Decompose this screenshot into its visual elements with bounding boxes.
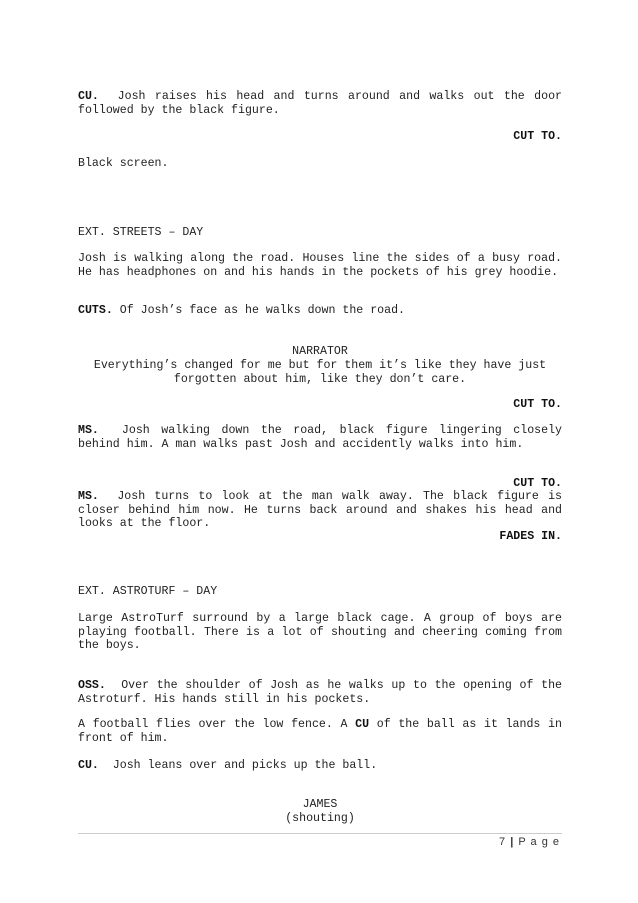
dialogue-line: Everything’s changed for me but for them it’s like they have just [93,359,547,372]
dialogue-line: forgotten about him, like they don’t care. [173,373,467,386]
action-paragraph: CUTS. Of Josh’s face as he walks down the road. [78,304,406,317]
shot-slug: CU. [78,759,99,772]
action-paragraph: CU. Josh raises his head and turns around and walks out the door followed by the black figure. [78,90,569,117]
shot-slug: OSS. [78,679,106,692]
shot-slug: MS. [78,490,99,503]
footer-separator: | [510,836,515,848]
action-paragraph: MS. Josh walking down the road, black figure lingering closely behind him. A man walks past Josh and accidently walks into him. [78,424,569,451]
footer-divider [78,833,562,834]
action-paragraph: Large AstroTurf surround by a large black cage. A group of boys are playing football. There is a lot of shouting and cheering coming from the boys. [78,612,569,652]
shot-slug: CU. [78,90,99,103]
transition: CUT TO. [513,130,562,143]
page-number: 7 [499,836,507,848]
scene-heading: EXT. ASTROTURF – DAY [78,585,218,598]
shot-slug: CU [355,718,370,731]
action-paragraph: A football flies over the low fence. A CU of the ball as it lands in front of him. [78,718,569,745]
action-paragraph: CU. Josh leans over and picks up the ball. [78,759,378,772]
scene-heading: EXT. STREETS – DAY [78,226,204,239]
page-label: P a g e [518,836,560,848]
transition: CUT TO. [513,398,562,411]
action-paragraph: MS. Josh turns to look at the man walk away. The black figure is closer behind him now. He turns back around and shakes his head and looks at the floor. [78,490,569,530]
character-name: NARRATOR [292,345,348,358]
action-paragraph: Josh is walking along the road. Houses line the sides of a busy road. He has headphones on and his hands in the pockets of his grey hoodie. [78,252,569,279]
shot-slug: MS. [78,424,99,437]
page-footer [78,836,560,850]
transition: FADES IN. [499,530,562,543]
action-paragraph: Black screen. [78,157,169,170]
shot-slug: CUTS. [78,304,113,317]
character-name: JAMES [302,798,338,811]
parenthetical: (shouting) [285,812,355,825]
action-paragraph: OSS. Over the shoulder of Josh as he walks up to the opening of the Astroturf. His hands still in his pockets. [78,679,569,706]
transition: CUT TO. [513,477,562,490]
